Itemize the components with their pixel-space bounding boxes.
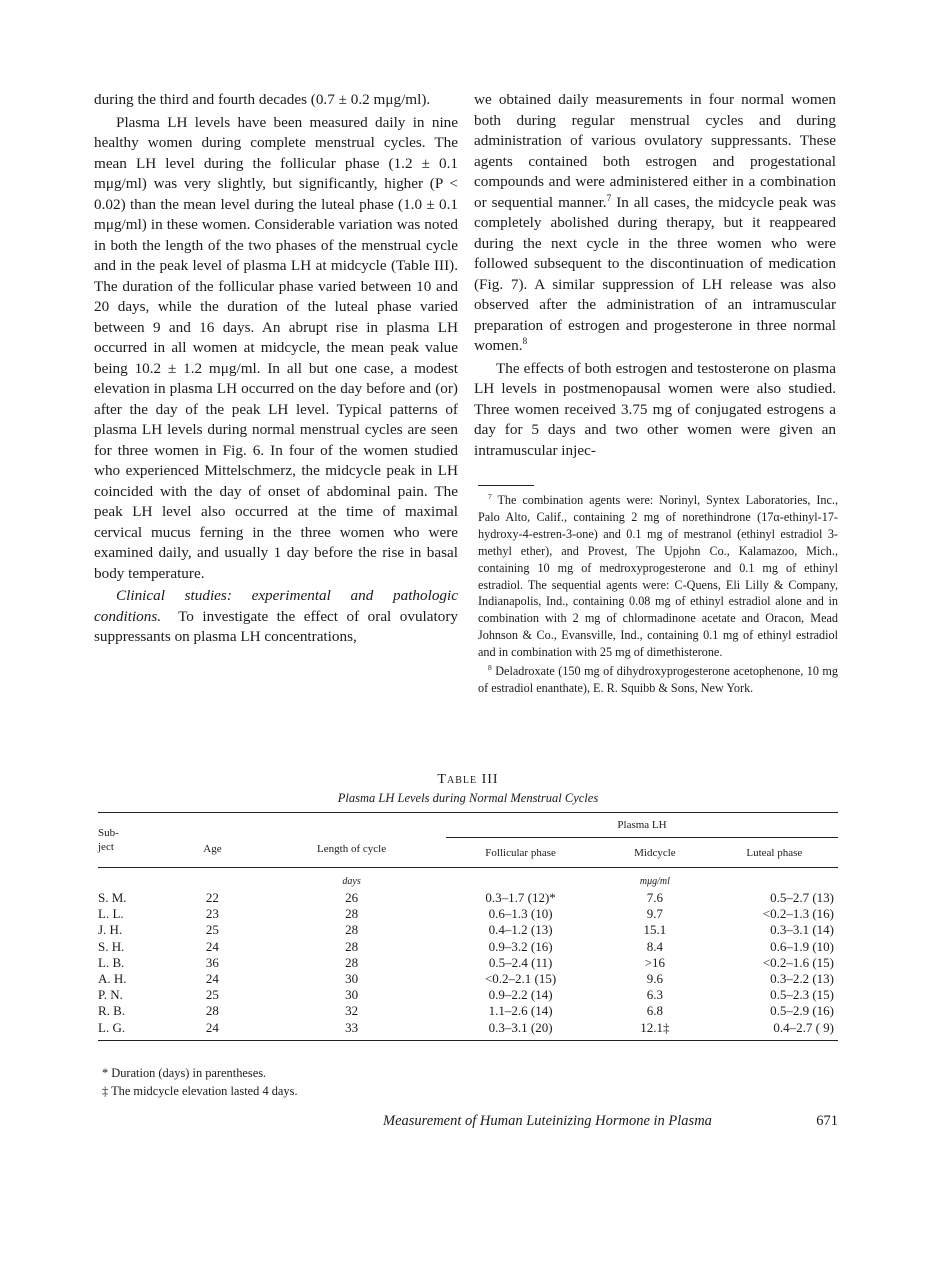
- cell-age: 22: [205, 890, 219, 906]
- cell-midcycle: 6.3: [646, 987, 664, 1003]
- right-paragraph-1-part-a: we obtained daily measurements in four normal women both during regular menstrual cycles and during administration of various ovulatory suppressants. These agents contained both estrogen and progestational compounds and were administered either in a combination or sequential manner.: [474, 91, 836, 211]
- cell-follicular: <0.2–2.1 (15): [484, 971, 557, 987]
- footnote-7-text: The combination agents were: Norinyl, Syntex Laboratories, Inc., Palo Alto, Calif., containing 2 mg of norethindrone (17α-ethinyl-17-hydroxy-4-estren-3-one) and 0.1 mg of mestranol (ethinyl estradiol 3-methyl ether), and Provest, The Upjohn Co., Kalamazoo, Mich., containing 10 mg of medroxyprogesterone and 0.1 mg of ethinyl estradiol. The sequential agents were: C-Quens, Eli Lilly & Company, Indianapolis, Ind., containing 0.08 mg of ethinyl estradiol alone and in combination with 2 mg of chlormadinone acetate and Oracon, Mead Johnson & Co., Evansville, Ind., containing 0.1 mg of ethinyl estradiol and in combination with 25 mg of dimethisterone.: [478, 493, 838, 660]
- cell-age: 28: [205, 1003, 219, 1019]
- cell-luteal: <0.2–1.3 (16): [762, 906, 834, 922]
- cell-midcycle: 15.1: [643, 922, 667, 938]
- table-body: [98, 868, 838, 1041]
- cell-midcycle: 9.7: [646, 906, 664, 922]
- cell-luteal: 0.4–2.7 ( 9): [773, 1019, 834, 1035]
- cell-follicular: 0.6–1.3 (10): [488, 906, 553, 922]
- table-row: [98, 1020, 838, 1036]
- header-subject-text: Sub- ject: [98, 827, 119, 853]
- footnote-8-text: Deladroxate (150 mg of dihydroxyprogesterone acetophenone, 10 mg of estradiol enanthate), E. R. Squibb & Sons, New York.: [478, 664, 838, 695]
- units-cell-empty: [98, 868, 168, 891]
- cell-luteal: 0.5–2.7 (13): [770, 890, 834, 906]
- cell-follicular: 0.9–2.2 (14): [488, 987, 553, 1003]
- cell-midcycle: 6.8: [646, 1003, 664, 1019]
- cell-length: 33: [345, 1019, 359, 1035]
- left-text-column: [94, 90, 458, 648]
- cell-age: 36: [205, 954, 219, 970]
- units-cell-empty: [715, 868, 838, 891]
- cell-luteal: 0.3–2.2 (13): [770, 971, 834, 987]
- cell-age: 23: [205, 906, 219, 922]
- cell-follicular: 0.3–1.7 (12)*: [485, 890, 556, 906]
- left-paragraph-2: Plasma LH levels have been measured daily in nine healthy women during complete menstrual cycles. The mean LH level during the follicular phase (1.2 ± 0.1 mμg/ml) was very slightly, but significantly, higher (P < 0.02) than the mean level during the luteal phase (1.0 ± 0.1 mμg/ml) in these women. Considerable variation was noted in both the length of the two phases of the menstrual cycle and in the peak level of plasma LH at midcycle (Table III). The duration of the follicular phase varied between 10 and 20 days, while the duration of the luteal phase varied between 9 and 16 days. An abrupt rise in plasma LH occurred in all women at midcycle, the mean peak value being 10.2 ± 1.2 mμg/ml. In all but one case, a modest elevation in plasma LH occurred on the day before and (or) after the day of the peak LH level. Typical patterns of plasma LH levels during normal menstrual cycles are seen for three women in Fig. 6. In four of the women studied who experienced Mittelschmerz, the midcycle peak in LH coincided with the day of onset of abdominal pain. The peak LH level also occurred at the time of maximal cervical mucus ferning in the three women who were examined daily, and usually 1 day before the rise in basal body temperature.: [94, 113, 458, 582]
- right-paragraph-1: [474, 90, 836, 357]
- table-row: [98, 1003, 838, 1019]
- footnotes: [478, 492, 838, 697]
- units-cell-empty: [446, 868, 595, 891]
- units-cell-empty: [168, 868, 257, 891]
- cell-luteal: 0.5–2.9 (16): [770, 1003, 834, 1019]
- cell-follicular: 0.3–3.1 (20): [488, 1019, 553, 1035]
- cell-luteal: 0.5–2.3 (15): [770, 987, 834, 1003]
- cell-follicular: 0.5–2.4 (11): [488, 954, 553, 970]
- cell-follicular: 1.1–2.6 (14): [488, 1003, 553, 1019]
- cell-length: 28: [345, 922, 359, 938]
- units-row: [98, 868, 838, 891]
- footnote-8: [478, 663, 838, 697]
- footnote-divider: [478, 485, 534, 486]
- cell-subject: S. M.: [98, 890, 127, 906]
- right-text-column: [474, 90, 836, 461]
- header-age: Age: [203, 843, 222, 855]
- cell-length: 26: [345, 890, 359, 906]
- section-heading-clinical-studies: Clinical studies: experimental and pathologic conditions.: [94, 587, 458, 625]
- cell-length: 32: [345, 1003, 359, 1019]
- cell-length: 30: [345, 987, 359, 1003]
- table-iii: [98, 772, 838, 1041]
- cell-follicular: 0.4–1.2 (13): [488, 922, 553, 938]
- cell-age: 24: [205, 1019, 219, 1035]
- cell-length: 28: [345, 938, 359, 954]
- cell-subject: R. B.: [98, 1003, 126, 1019]
- table-row: [98, 971, 838, 987]
- cell-age: 24: [205, 938, 219, 954]
- table-row: [98, 906, 838, 922]
- header-midcycle: Midcycle: [634, 846, 676, 859]
- table-note-duration: * Duration (days) in parentheses.: [102, 1066, 267, 1080]
- cell-age: 24: [205, 971, 219, 987]
- header-plasma-lh: Plasma LH: [446, 813, 838, 838]
- right-paragraph-1-part-b: In all cases, the midcycle peak was completely abolished during therapy, but it reappeared during the next cycle in the three women who were followed subsequent to the discontinuation of medication (Fig. 7). A similar suppression of LH release was also observed after the administration of an intramuscular preparation of estrogen and progesterone in three normal women.: [474, 193, 836, 354]
- cell-midcycle: 12.1‡: [640, 1019, 670, 1035]
- cell-length: 28: [345, 954, 359, 970]
- cell-midcycle: 8.4: [646, 938, 664, 954]
- left-paragraph-3: [94, 586, 458, 648]
- page-footer: [383, 1113, 838, 1130]
- cell-follicular: 0.9–3.2 (16): [488, 938, 553, 954]
- header-luteal: Luteal phase: [746, 846, 803, 859]
- cell-midcycle: >16: [644, 954, 666, 970]
- cell-subject: S. H.: [98, 938, 125, 954]
- header-follicular: Follicular phase: [485, 846, 556, 859]
- table-row: [98, 922, 838, 938]
- table-title: Table III: [437, 772, 499, 787]
- cell-age: 25: [205, 922, 219, 938]
- cell-subject: J. H.: [98, 922, 123, 938]
- table-row: [98, 939, 838, 955]
- units-length: days: [342, 876, 361, 887]
- header-subject: [98, 813, 168, 868]
- cell-subject: L. L.: [98, 906, 124, 922]
- footnote-8-mark: 8: [488, 663, 492, 672]
- units-midcycle: mμg/ml: [639, 876, 670, 887]
- cell-subject: L. B.: [98, 954, 125, 970]
- table-bottom-rule-cell: [98, 1036, 838, 1041]
- table-notes: [102, 1064, 298, 1100]
- running-title: Measurement of Human Luteinizing Hormone in Plasma: [383, 1113, 712, 1129]
- cell-luteal: <0.2–1.6 (15): [762, 954, 834, 970]
- cell-subject: P. N.: [98, 987, 123, 1003]
- table-note-midcycle: ‡ The midcycle elevation lasted 4 days.: [102, 1084, 298, 1098]
- table-row: [98, 955, 838, 971]
- cell-midcycle: 7.6: [646, 890, 664, 906]
- cell-luteal: 0.3–3.1 (14): [770, 922, 834, 938]
- cell-midcycle: 9.6: [646, 971, 664, 987]
- table-row: [98, 987, 838, 1003]
- cell-length: 30: [345, 971, 359, 987]
- plasma-lh-table: [98, 812, 838, 1041]
- header-length: Length of cycle: [317, 843, 387, 855]
- cell-subject: L. G.: [98, 1019, 126, 1035]
- cell-luteal: 0.6–1.9 (10): [770, 938, 834, 954]
- footnote-7-mark: 7: [488, 491, 492, 501]
- left-paragraph-3-text: To investigate the effect of oral ovulatory suppressants on plasma LH concentrations,: [94, 607, 458, 645]
- table-subtitle: Plasma LH Levels during Normal Menstrual Cycles: [337, 791, 599, 805]
- page-number: 671: [816, 1113, 838, 1129]
- cell-age: 25: [205, 987, 219, 1003]
- right-paragraph-2: The effects of both estrogen and testosterone on plasma LH levels in postmenopausal women were also studied. Three women received 3.75 mg of conjugated estrogens a day for 5 days and two other women were given an intramuscular injec-: [474, 359, 836, 459]
- left-paragraph-1: during the third and fourth decades (0.7 ± 0.2 mμg/ml).: [94, 91, 431, 108]
- cell-subject: A. H.: [98, 971, 127, 987]
- cell-length: 28: [345, 906, 359, 922]
- footnote-ref-7: 7: [606, 193, 612, 204]
- table-bottom-rule: [98, 1036, 838, 1041]
- table-row: [98, 890, 838, 906]
- footnote-7: [478, 492, 838, 661]
- footnote-ref-8: 8: [522, 336, 528, 347]
